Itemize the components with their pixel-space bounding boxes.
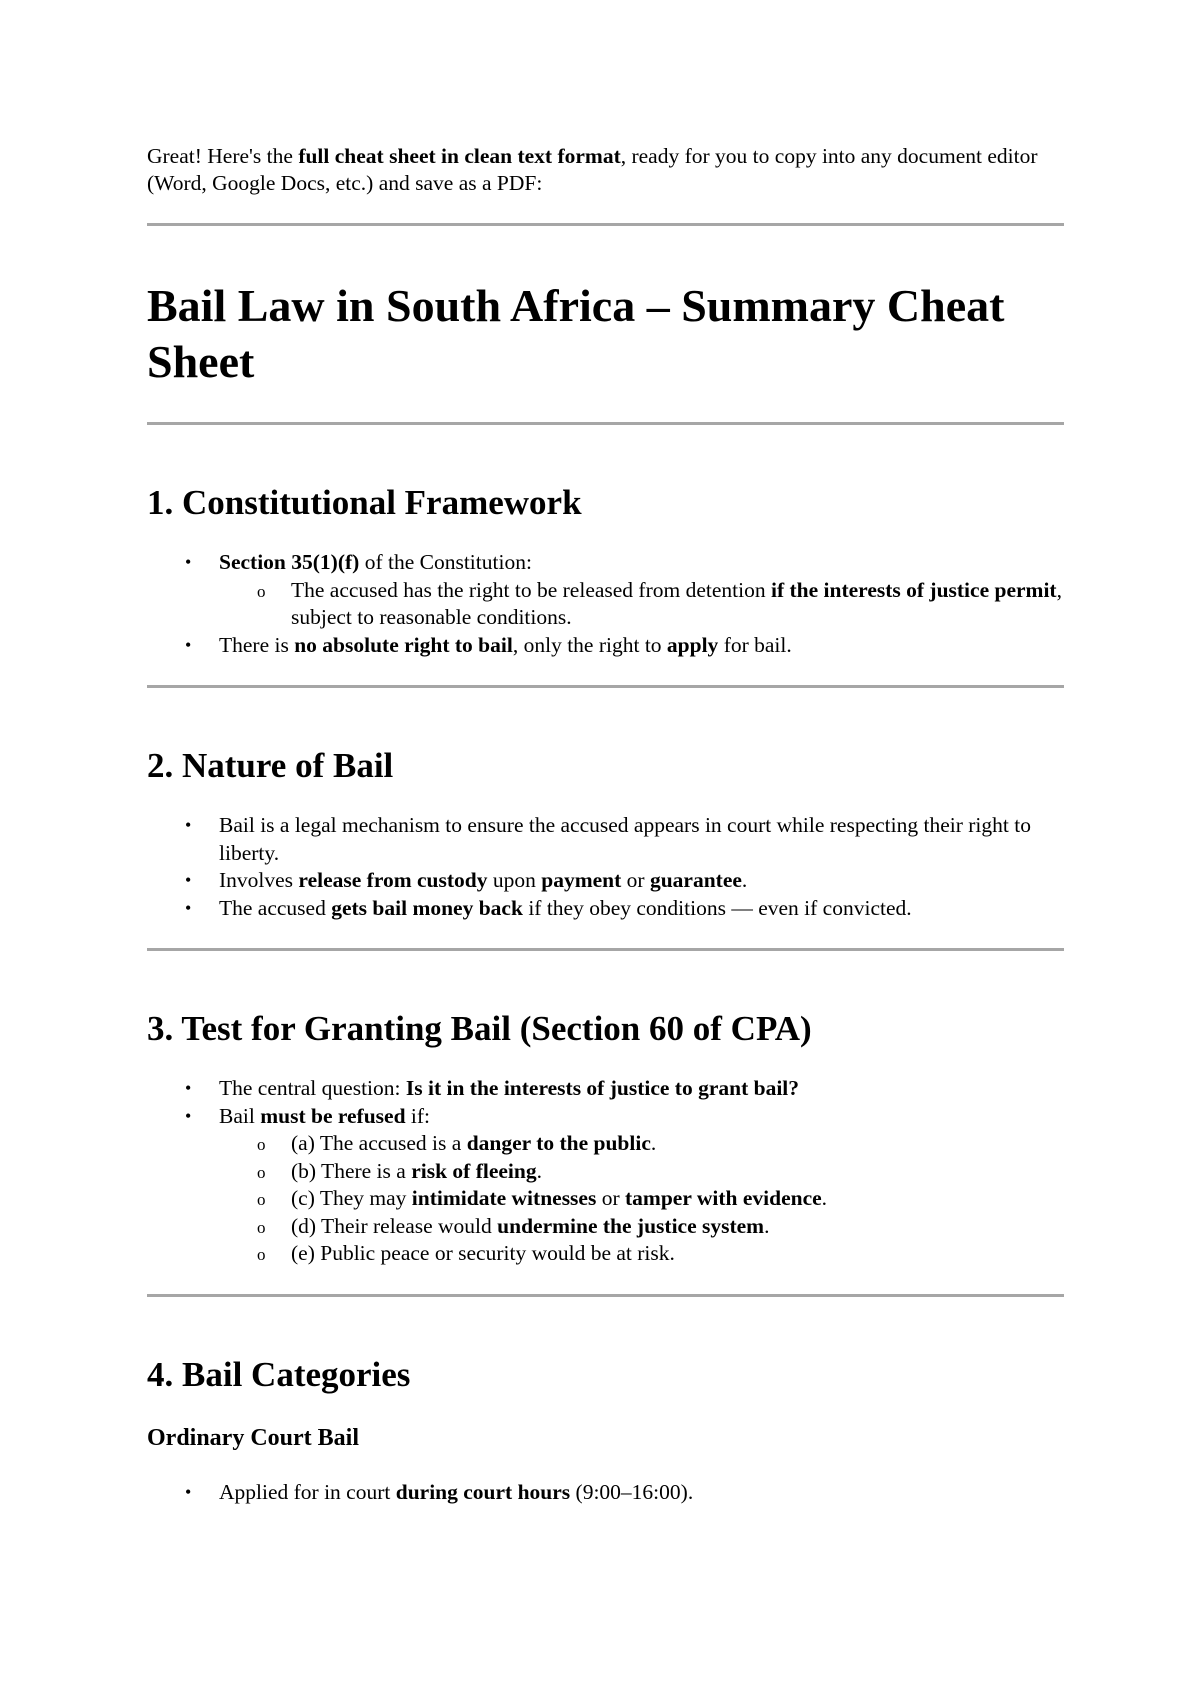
bold-text: if the interests of justice permit bbox=[770, 577, 1057, 602]
bullet-icon: • bbox=[185, 634, 192, 655]
text: . bbox=[650, 1131, 657, 1155]
text: The accused has the right to be released from detention bbox=[291, 577, 771, 602]
text: for bail. bbox=[718, 632, 792, 657]
text: The accused bbox=[219, 895, 332, 920]
bold-text: danger to the public bbox=[466, 1131, 651, 1155]
list-item bbox=[147, 632, 1064, 660]
intro-text: , ready for you to copy into any document editor (Word, Google Docs, etc.) and save as a PDF: bbox=[147, 144, 1038, 195]
document-title: Bail Law in South Africa – Summary Cheat Sheet bbox=[147, 280, 1005, 387]
list-item bbox=[147, 549, 1064, 632]
text: . bbox=[764, 1213, 770, 1238]
horizontal-rule bbox=[147, 948, 1064, 951]
text: , subject to reasonable conditions. bbox=[291, 577, 1062, 629]
bold-text: risk of fleeing bbox=[411, 1158, 537, 1183]
sub-list-item bbox=[219, 1213, 1064, 1241]
sub-bullet-list bbox=[219, 577, 1064, 632]
bold-text: apply bbox=[666, 632, 719, 657]
sub-list-item bbox=[219, 1130, 1064, 1158]
list-item bbox=[147, 895, 1064, 923]
bullet-icon: • bbox=[185, 1078, 192, 1098]
bold-text: release from custody bbox=[298, 868, 488, 892]
bold-text: tamper with evidence bbox=[625, 1186, 822, 1210]
bold-text: guarantee bbox=[649, 868, 742, 892]
text: (d) Their release would bbox=[291, 1213, 498, 1238]
sub-bullet-icon: o bbox=[257, 1162, 266, 1182]
text: . bbox=[741, 868, 748, 892]
text: Involves bbox=[219, 868, 299, 892]
text: (c) They may bbox=[291, 1186, 412, 1210]
sub-list-item bbox=[219, 577, 1064, 632]
horizontal-rule bbox=[147, 223, 1064, 226]
subsection-heading: Ordinary Court Bail bbox=[147, 1424, 360, 1451]
bold-text: payment bbox=[541, 868, 622, 892]
section-heading: 2. Nature of Bail bbox=[147, 746, 394, 785]
sub-bullet-icon: o bbox=[257, 1217, 266, 1237]
sub-list-item bbox=[219, 1158, 1064, 1186]
text: (a) The accused is a bbox=[291, 1131, 467, 1155]
bold-text: gets bail money back bbox=[331, 895, 523, 920]
text: if: bbox=[405, 1103, 431, 1128]
sub-bullet-icon: o bbox=[257, 581, 266, 601]
bullet-icon: • bbox=[185, 1481, 192, 1502]
text: Bail is a legal mechanism to ensure the accused appears in court while respecting their right to liberty. bbox=[219, 813, 1031, 865]
text: , only the right to bbox=[512, 632, 667, 657]
sub-bullet-list bbox=[219, 1130, 1064, 1268]
sub-list-item bbox=[219, 1185, 1064, 1213]
bullet-list bbox=[147, 812, 1064, 922]
text: Applied for in court bbox=[219, 1479, 396, 1504]
bold-text: undermine the justice system bbox=[497, 1213, 765, 1238]
list-item bbox=[147, 1075, 1064, 1103]
sub-list-item bbox=[219, 1240, 1064, 1268]
text: (e) Public peace or security would be at risk. bbox=[291, 1241, 675, 1265]
text: or bbox=[596, 1186, 626, 1210]
sub-bullet-icon: o bbox=[257, 1135, 266, 1154]
bullet-icon: • bbox=[185, 1105, 192, 1126]
sub-bullet-icon: o bbox=[257, 1190, 266, 1209]
bullet-icon: • bbox=[185, 815, 192, 835]
text: The central question: bbox=[219, 1076, 406, 1100]
text: Bail bbox=[219, 1103, 261, 1128]
section-heading: 3. Test for Granting Bail (Section 60 of CPA) bbox=[147, 1009, 812, 1048]
horizontal-rule bbox=[147, 685, 1064, 688]
list-item bbox=[147, 867, 1064, 895]
text: or bbox=[621, 868, 650, 892]
text: . bbox=[821, 1186, 828, 1210]
horizontal-rule bbox=[147, 422, 1064, 425]
bold-text: during court hours bbox=[395, 1479, 571, 1504]
bold-text: Section 35(1)(f) bbox=[219, 550, 360, 574]
bullet-icon: • bbox=[185, 897, 192, 918]
list-item bbox=[147, 1103, 1064, 1268]
bold-text: must be refused bbox=[260, 1103, 406, 1128]
intro-text: Great! Here's the bbox=[147, 144, 299, 168]
sub-bullet-icon: o bbox=[257, 1245, 266, 1264]
bold-text: intimidate witnesses bbox=[411, 1186, 597, 1210]
bullet-list bbox=[147, 1075, 1064, 1268]
text: if they obey conditions — even if convicted. bbox=[522, 895, 912, 920]
document-page bbox=[147, 143, 1064, 1506]
text: (9:00–16:00). bbox=[570, 1479, 694, 1504]
text: . bbox=[536, 1158, 542, 1183]
bullet-list bbox=[147, 1479, 1064, 1507]
bold-text: no absolute right to bail bbox=[294, 632, 513, 657]
horizontal-rule bbox=[147, 1294, 1064, 1297]
text: (b) There is a bbox=[291, 1158, 412, 1183]
text: of the Constitution: bbox=[359, 550, 532, 574]
bullet-list bbox=[147, 549, 1064, 659]
bold-text: Is it in the interests of justice to grant bail? bbox=[405, 1076, 800, 1100]
list-item bbox=[147, 1479, 1064, 1507]
bullet-icon: • bbox=[185, 552, 192, 572]
bullet-icon: • bbox=[185, 870, 192, 890]
section-heading: 1. Constitutional Framework bbox=[147, 483, 582, 522]
intro-paragraph bbox=[147, 143, 1064, 197]
text: There is bbox=[219, 632, 295, 657]
section-heading: 4. Bail Categories bbox=[147, 1354, 411, 1394]
text: upon bbox=[487, 868, 542, 892]
list-item bbox=[147, 812, 1064, 867]
intro-bold-text: full cheat sheet in clean text format bbox=[298, 144, 621, 168]
